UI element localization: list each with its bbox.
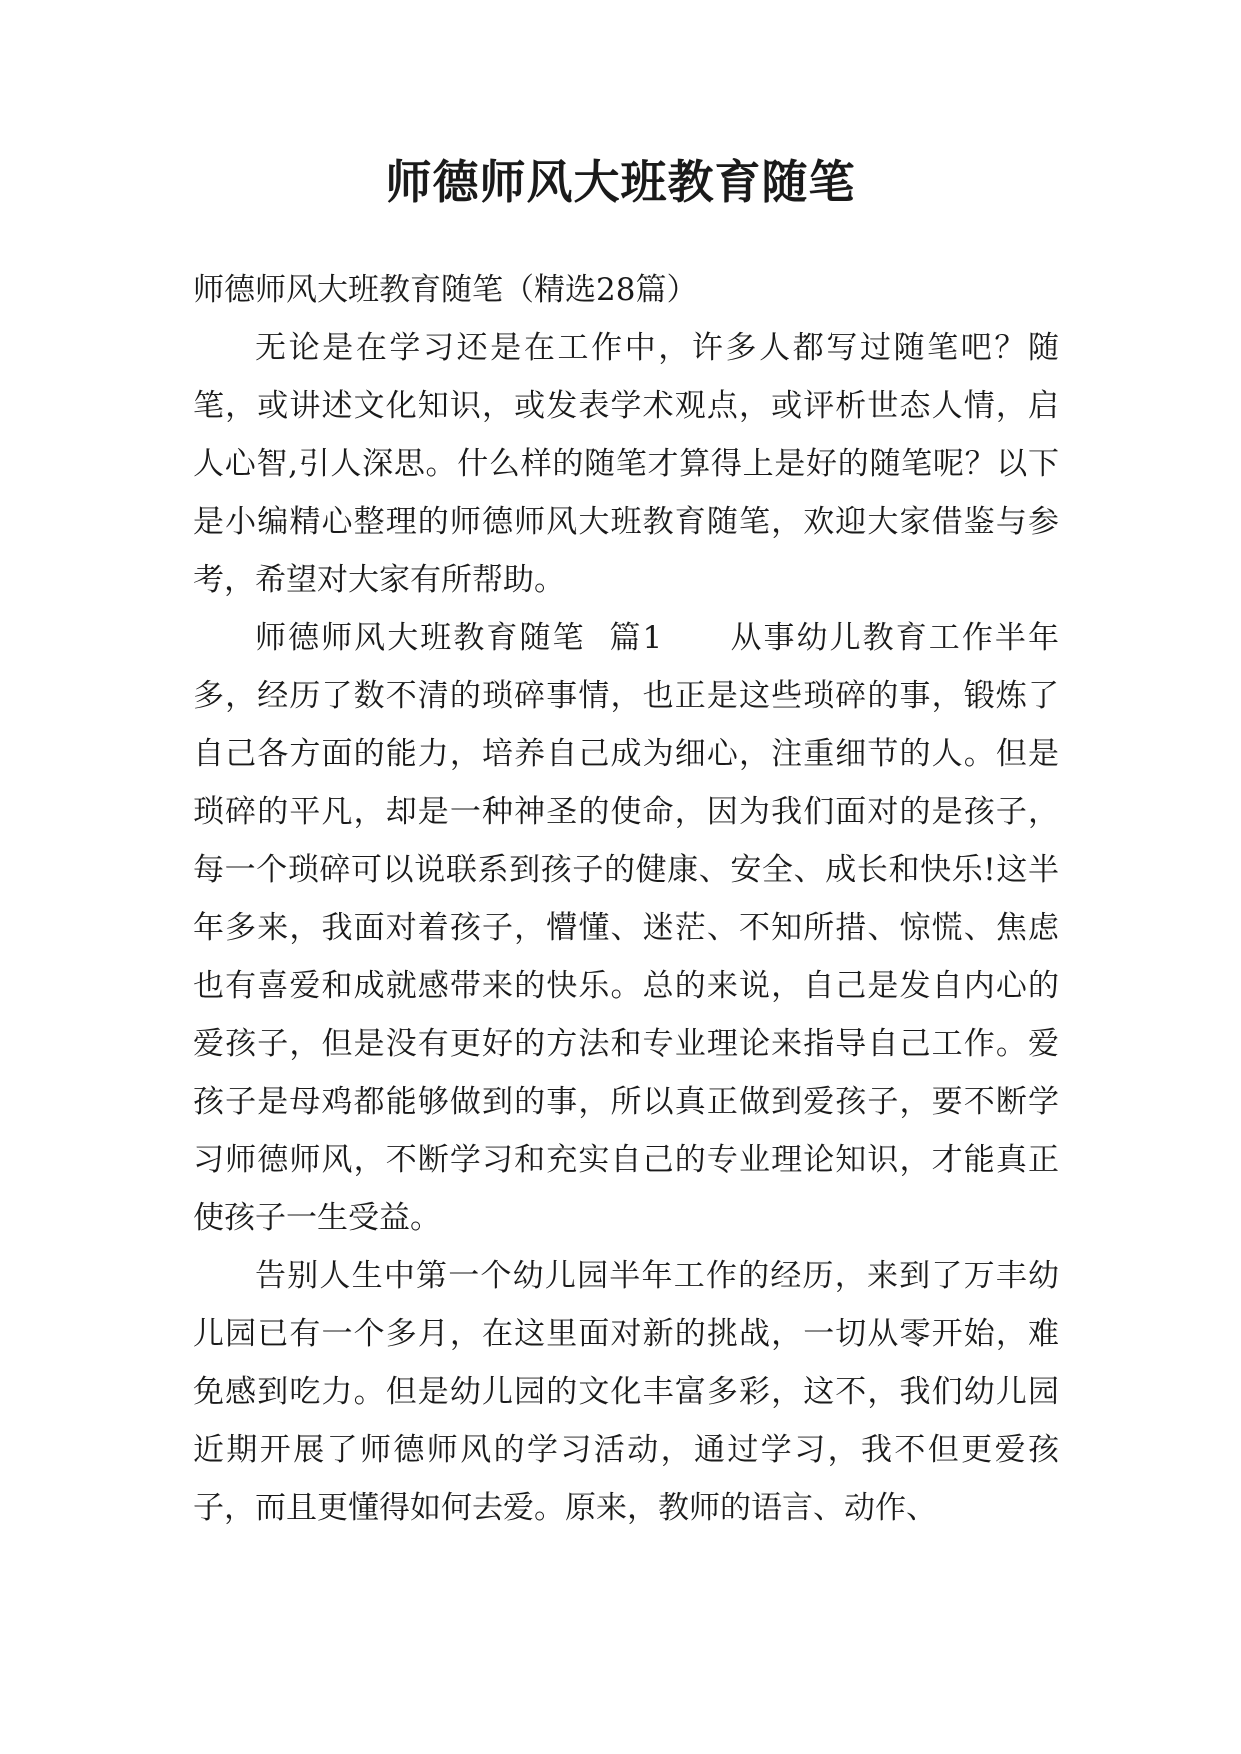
document-body bbox=[193, 261, 1059, 1537]
chapter-1-paragraph bbox=[193, 609, 1059, 1247]
body-paragraph: 告别人生中第一个幼儿园半年工作的经历，来到了万丰幼儿园已有一个多月，在这里面对新的挑战，一切从零开始，难免感到吃力。但是幼儿园的文化丰富多彩，这不，我们幼儿园近期开展了师德师风的学习活动，通过学习，我不但更爱孩子，而且更懂得如何去爱。原来，教师的语言、动作、 bbox=[193, 1258, 1059, 1526]
chapter-1-text: 从事幼儿教育工作半年多，经历了数不清的琐碎事情，也正是这些琐碎的事，锻炼了自己各方面的能力，培养自己成为细心，注重细节的人。但是琐碎的平凡，却是一种神圣的使命，因为我们面对的是孩子，每一个琐碎可以说联系到孩子的健康、安全、成长和快乐!这半年多来，我面对着孩子，懵懂、迷茫、不知所措、惊慌、焦虑也有喜爱和成就感带来的快乐。总的来说，自己是发自内心的爱孩子，但是没有更好的方法和专业理论来指导自己工作。爱孩子是母鸡都能够做到的事，所以真正做到爱孩子，要不断学习师德师风，不断学习和充实自己的专业理论知识，才能真正使孩子一生受益。 bbox=[193, 620, 1059, 1236]
chapter-1-heading: 师德师风大班教育随笔 篇1 bbox=[255, 620, 663, 656]
document-title: 师德师风大班教育随笔 bbox=[385, 155, 856, 209]
document-subtitle: 师德师风大班教育随笔（精选28篇） bbox=[193, 272, 698, 308]
intro-paragraph: 无论是在学习还是在工作中，许多人都写过随笔吧？随笔，或讲述文化知识，或发表学术观点，或评析世态人情，启人心智,引人深思。什么样的随笔才算得上是好的随笔呢？以下是小编精心整理的师德师风大班教育随笔，欢迎大家借鉴与参考，希望对大家有所帮助。 bbox=[193, 330, 1059, 598]
